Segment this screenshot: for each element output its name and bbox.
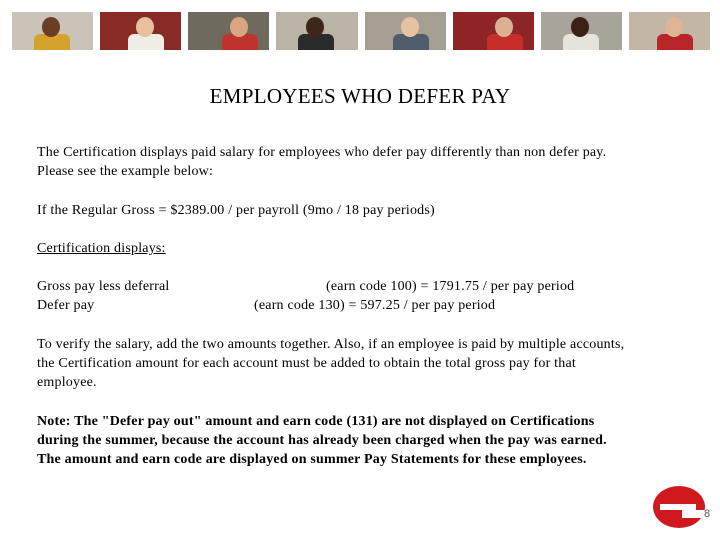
photo-person-head	[401, 17, 419, 37]
note-line-2: during the summer, because the account has already been charged when the pay was earned.	[37, 433, 607, 448]
header-photo	[100, 12, 181, 50]
photo-person-head	[136, 17, 154, 37]
e-logo-icon	[652, 485, 710, 529]
photo-person-head	[42, 17, 60, 37]
defer-pay-value: (earn code 130) = 597.25 / per pay period	[254, 298, 496, 313]
header-photo	[276, 12, 357, 50]
verify-line-2: the Certification amount for each account must be added to obtain the total gross pay for that	[37, 356, 576, 371]
header-photo	[541, 12, 622, 50]
intro-line-2: Please see the example below:	[37, 164, 214, 179]
header-photo	[188, 12, 269, 50]
gross-pay-label: Gross pay less deferral	[37, 279, 170, 294]
header-photo	[365, 12, 446, 50]
photo-person-head	[495, 17, 513, 37]
gross-pay-value: (earn code 100) = 1791.75 / per pay period	[326, 279, 575, 294]
header-photo	[12, 12, 93, 50]
verify-line-3: employee.	[37, 375, 97, 390]
regular-gross-line: If the Regular Gross = $2389.00 / per payroll (9mo / 18 pay periods)	[37, 203, 435, 218]
header-photo-strip	[12, 12, 710, 50]
note-line-1: Note: The "Defer pay out" amount and earn code (131) are not displayed on Certifications	[37, 414, 595, 429]
photo-person-head	[571, 17, 589, 37]
verify-line-1: To verify the salary, add the two amounts together. Also, if an employee is paid by multiple accounts,	[37, 337, 625, 352]
intro-line-1: The Certification displays paid salary for employees who defer pay differently than non defer pay.	[37, 145, 607, 160]
header-photo	[453, 12, 534, 50]
header-photo	[629, 12, 710, 50]
slide-title: EMPLOYEES WHO DEFER PAY	[209, 84, 511, 108]
note-line-3: The amount and earn code are displayed on summer Pay Statements for these employees.	[37, 452, 587, 467]
page-number: 8	[704, 508, 711, 520]
photo-person-head	[665, 17, 683, 37]
certification-heading: Certification displays:	[37, 241, 166, 256]
defer-pay-label: Defer pay	[37, 298, 95, 313]
